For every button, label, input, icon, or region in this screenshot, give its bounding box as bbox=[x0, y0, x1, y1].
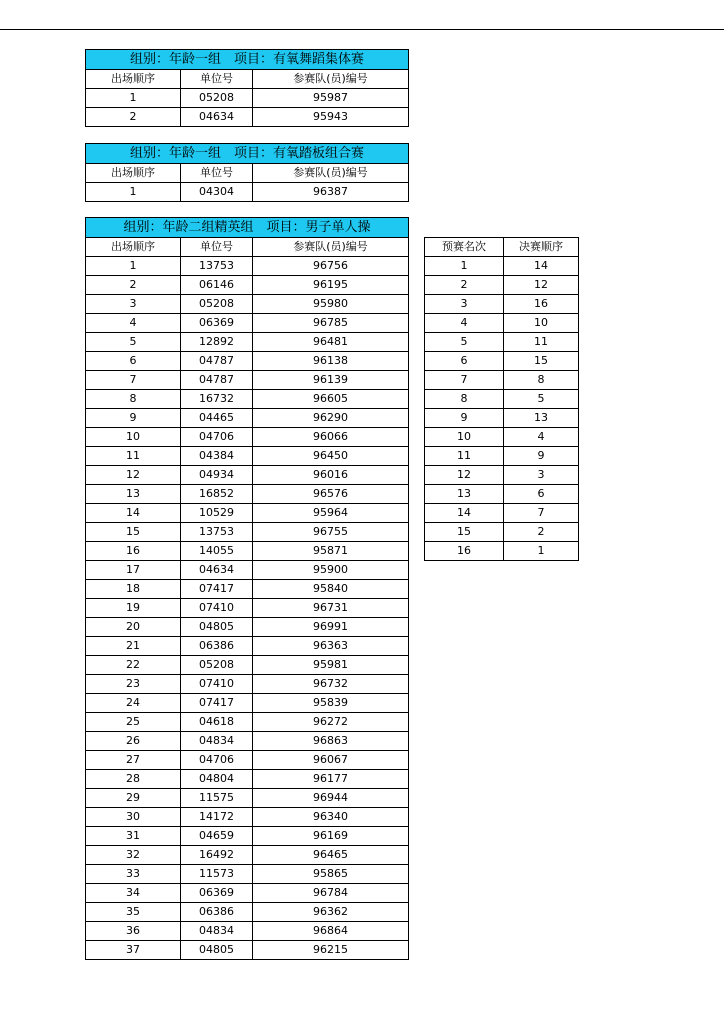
column-header-row bbox=[86, 70, 409, 89]
unit-cell: 05208 bbox=[181, 656, 253, 675]
table-row bbox=[425, 485, 579, 504]
entry-number-cell: 95981 bbox=[253, 656, 409, 675]
table-row bbox=[86, 770, 409, 789]
section-table-aerobic-dance bbox=[85, 49, 409, 127]
entry-number-cell: 95871 bbox=[253, 542, 409, 561]
table-row bbox=[86, 333, 409, 352]
entry-number-cell: 96576 bbox=[253, 485, 409, 504]
prelim-rank-cell: 10 bbox=[425, 428, 504, 447]
entry-number-cell: 96784 bbox=[253, 884, 409, 903]
table-row bbox=[86, 941, 409, 960]
unit-cell: 10529 bbox=[181, 504, 253, 523]
table-row bbox=[425, 447, 579, 466]
column-header: 出场顺序 bbox=[86, 164, 181, 183]
order-cell: 2 bbox=[86, 108, 181, 127]
section-header-row bbox=[86, 50, 409, 70]
prelim-rank-cell: 15 bbox=[425, 523, 504, 542]
unit-cell: 05208 bbox=[181, 89, 253, 108]
table-row bbox=[86, 903, 409, 922]
entry-number-cell: 96195 bbox=[253, 276, 409, 295]
final-order-cell: 15 bbox=[504, 352, 579, 371]
order-cell: 33 bbox=[86, 865, 181, 884]
page-top-rule bbox=[0, 29, 724, 30]
table-row bbox=[86, 637, 409, 656]
entry-number-cell: 96177 bbox=[253, 770, 409, 789]
table-row bbox=[86, 922, 409, 941]
prelim-rank-cell: 1 bbox=[425, 257, 504, 276]
unit-cell: 07417 bbox=[181, 694, 253, 713]
order-cell: 5 bbox=[86, 333, 181, 352]
order-cell: 9 bbox=[86, 409, 181, 428]
unit-cell: 07417 bbox=[181, 580, 253, 599]
order-cell: 14 bbox=[86, 504, 181, 523]
table-row bbox=[86, 808, 409, 827]
unit-cell: 04804 bbox=[181, 770, 253, 789]
order-cell: 34 bbox=[86, 884, 181, 903]
section-header-row bbox=[86, 218, 409, 238]
column-header-row bbox=[86, 238, 409, 257]
entry-number-cell: 96863 bbox=[253, 732, 409, 751]
prelim-rank-cell: 11 bbox=[425, 447, 504, 466]
entry-number-cell: 96362 bbox=[253, 903, 409, 922]
entry-number-cell: 96465 bbox=[253, 846, 409, 865]
unit-cell: 11575 bbox=[181, 789, 253, 808]
prelim-rank-cell: 5 bbox=[425, 333, 504, 352]
unit-cell: 04706 bbox=[181, 751, 253, 770]
order-cell: 22 bbox=[86, 656, 181, 675]
table-row bbox=[86, 827, 409, 846]
unit-cell: 07410 bbox=[181, 675, 253, 694]
column-header-row bbox=[425, 238, 579, 257]
unit-cell: 06369 bbox=[181, 884, 253, 903]
unit-cell: 14172 bbox=[181, 808, 253, 827]
unit-cell: 13753 bbox=[181, 523, 253, 542]
final-order-table bbox=[424, 237, 579, 561]
entry-number-cell: 96138 bbox=[253, 352, 409, 371]
column-header: 单位号 bbox=[181, 238, 253, 257]
unit-cell: 06386 bbox=[181, 637, 253, 656]
order-cell: 29 bbox=[86, 789, 181, 808]
order-cell: 19 bbox=[86, 599, 181, 618]
table-row bbox=[86, 466, 409, 485]
table-row bbox=[425, 542, 579, 561]
unit-cell: 04304 bbox=[181, 183, 253, 202]
order-cell: 31 bbox=[86, 827, 181, 846]
prelim-rank-cell: 4 bbox=[425, 314, 504, 333]
table-row bbox=[86, 89, 409, 108]
table-row bbox=[86, 846, 409, 865]
order-cell: 18 bbox=[86, 580, 181, 599]
table-row bbox=[425, 428, 579, 447]
final-order-cell: 11 bbox=[504, 333, 579, 352]
final-order-cell: 3 bbox=[504, 466, 579, 485]
entry-number-cell: 96067 bbox=[253, 751, 409, 770]
unit-cell: 04634 bbox=[181, 108, 253, 127]
order-cell: 37 bbox=[86, 941, 181, 960]
order-cell: 28 bbox=[86, 770, 181, 789]
order-cell: 10 bbox=[86, 428, 181, 447]
table-row bbox=[86, 314, 409, 333]
prelim-rank-cell: 7 bbox=[425, 371, 504, 390]
unit-cell: 04834 bbox=[181, 732, 253, 751]
unit-cell: 06369 bbox=[181, 314, 253, 333]
column-header: 决赛顺序 bbox=[504, 238, 579, 257]
entry-number-cell: 96756 bbox=[253, 257, 409, 276]
unit-cell: 04465 bbox=[181, 409, 253, 428]
final-order-cell: 7 bbox=[504, 504, 579, 523]
prelim-rank-cell: 9 bbox=[425, 409, 504, 428]
entry-number-cell: 96731 bbox=[253, 599, 409, 618]
unit-cell: 04934 bbox=[181, 466, 253, 485]
entry-number-cell: 95964 bbox=[253, 504, 409, 523]
section-header: 组别：年龄一组 项目：有氧踏板组合赛 bbox=[86, 144, 409, 164]
table-row bbox=[425, 352, 579, 371]
order-cell: 36 bbox=[86, 922, 181, 941]
entry-number-cell: 95865 bbox=[253, 865, 409, 884]
prelim-rank-cell: 12 bbox=[425, 466, 504, 485]
section-table-aerobic-step bbox=[85, 143, 409, 202]
column-header-row bbox=[86, 164, 409, 183]
entry-number-cell: 96215 bbox=[253, 941, 409, 960]
entry-number-cell: 95900 bbox=[253, 561, 409, 580]
entry-number-cell: 95980 bbox=[253, 295, 409, 314]
table-row bbox=[86, 108, 409, 127]
unit-cell: 04706 bbox=[181, 428, 253, 447]
prelim-rank-cell: 16 bbox=[425, 542, 504, 561]
order-cell: 12 bbox=[86, 466, 181, 485]
final-order-cell: 12 bbox=[504, 276, 579, 295]
order-cell: 17 bbox=[86, 561, 181, 580]
unit-cell: 04659 bbox=[181, 827, 253, 846]
table-row bbox=[86, 884, 409, 903]
entry-number-cell: 96340 bbox=[253, 808, 409, 827]
table-row bbox=[86, 371, 409, 390]
order-cell: 2 bbox=[86, 276, 181, 295]
final-order-cell: 4 bbox=[504, 428, 579, 447]
table-row bbox=[86, 732, 409, 751]
final-order-cell: 13 bbox=[504, 409, 579, 428]
prelim-rank-cell: 14 bbox=[425, 504, 504, 523]
order-cell: 1 bbox=[86, 257, 181, 276]
order-cell: 15 bbox=[86, 523, 181, 542]
table-row bbox=[86, 390, 409, 409]
table-row bbox=[86, 789, 409, 808]
unit-cell: 16732 bbox=[181, 390, 253, 409]
unit-cell: 13753 bbox=[181, 257, 253, 276]
table-row bbox=[425, 409, 579, 428]
order-cell: 35 bbox=[86, 903, 181, 922]
entry-number-cell: 96864 bbox=[253, 922, 409, 941]
entry-number-cell: 96450 bbox=[253, 447, 409, 466]
entry-number-cell: 96066 bbox=[253, 428, 409, 447]
unit-cell: 05208 bbox=[181, 295, 253, 314]
unit-cell: 04834 bbox=[181, 922, 253, 941]
table-row bbox=[86, 352, 409, 371]
column-header: 单位号 bbox=[181, 70, 253, 89]
entry-number-cell: 95987 bbox=[253, 89, 409, 108]
order-cell: 23 bbox=[86, 675, 181, 694]
order-cell: 26 bbox=[86, 732, 181, 751]
final-order-cell: 14 bbox=[504, 257, 579, 276]
entry-number-cell: 96272 bbox=[253, 713, 409, 732]
order-cell: 30 bbox=[86, 808, 181, 827]
entry-number-cell: 96290 bbox=[253, 409, 409, 428]
table-row bbox=[86, 485, 409, 504]
table-row bbox=[86, 504, 409, 523]
table-row bbox=[425, 466, 579, 485]
entry-number-cell: 96605 bbox=[253, 390, 409, 409]
column-header: 参赛队(员)编号 bbox=[253, 70, 409, 89]
order-cell: 25 bbox=[86, 713, 181, 732]
table-row bbox=[425, 333, 579, 352]
unit-cell: 04384 bbox=[181, 447, 253, 466]
table-row bbox=[86, 580, 409, 599]
table-row bbox=[425, 314, 579, 333]
column-header: 出场顺序 bbox=[86, 70, 181, 89]
entry-number-cell: 96785 bbox=[253, 314, 409, 333]
prelim-rank-cell: 6 bbox=[425, 352, 504, 371]
order-cell: 13 bbox=[86, 485, 181, 504]
section-header: 组别：年龄一组 项目：有氧舞蹈集体赛 bbox=[86, 50, 409, 70]
final-order-cell: 5 bbox=[504, 390, 579, 409]
entry-number-cell: 96363 bbox=[253, 637, 409, 656]
entry-number-cell: 95943 bbox=[253, 108, 409, 127]
unit-cell: 04634 bbox=[181, 561, 253, 580]
unit-cell: 04787 bbox=[181, 352, 253, 371]
order-cell: 20 bbox=[86, 618, 181, 637]
prelim-rank-cell: 2 bbox=[425, 276, 504, 295]
order-cell: 4 bbox=[86, 314, 181, 333]
final-order-cell: 10 bbox=[504, 314, 579, 333]
entry-number-cell: 96732 bbox=[253, 675, 409, 694]
table-row bbox=[86, 599, 409, 618]
entry-number-cell: 96139 bbox=[253, 371, 409, 390]
section-table-mens-individual bbox=[85, 217, 409, 960]
unit-cell: 06386 bbox=[181, 903, 253, 922]
table-row bbox=[86, 523, 409, 542]
entry-number-cell: 96944 bbox=[253, 789, 409, 808]
entry-number-cell: 96481 bbox=[253, 333, 409, 352]
column-header: 单位号 bbox=[181, 164, 253, 183]
entry-number-cell: 96016 bbox=[253, 466, 409, 485]
table-row bbox=[86, 618, 409, 637]
table-row bbox=[425, 371, 579, 390]
column-header: 预赛名次 bbox=[425, 238, 504, 257]
unit-cell: 11573 bbox=[181, 865, 253, 884]
final-order-cell: 2 bbox=[504, 523, 579, 542]
order-cell: 3 bbox=[86, 295, 181, 314]
unit-cell: 04618 bbox=[181, 713, 253, 732]
table-row bbox=[86, 409, 409, 428]
table-row bbox=[86, 447, 409, 466]
table-row bbox=[425, 257, 579, 276]
table-row bbox=[86, 865, 409, 884]
order-cell: 8 bbox=[86, 390, 181, 409]
final-order-cell: 8 bbox=[504, 371, 579, 390]
final-order-cell: 6 bbox=[504, 485, 579, 504]
order-cell: 7 bbox=[86, 371, 181, 390]
table-row bbox=[425, 523, 579, 542]
table-row bbox=[86, 656, 409, 675]
table-row bbox=[86, 561, 409, 580]
entry-number-cell: 96755 bbox=[253, 523, 409, 542]
order-cell: 32 bbox=[86, 846, 181, 865]
table-row bbox=[425, 504, 579, 523]
entry-number-cell: 96387 bbox=[253, 183, 409, 202]
table-row bbox=[425, 295, 579, 314]
order-cell: 16 bbox=[86, 542, 181, 561]
table-row bbox=[86, 542, 409, 561]
section-header-row bbox=[86, 144, 409, 164]
order-cell: 6 bbox=[86, 352, 181, 371]
table-row bbox=[86, 428, 409, 447]
table-row bbox=[86, 713, 409, 732]
unit-cell: 16852 bbox=[181, 485, 253, 504]
table-row bbox=[86, 295, 409, 314]
table-row bbox=[86, 183, 409, 202]
unit-cell: 12892 bbox=[181, 333, 253, 352]
prelim-rank-cell: 3 bbox=[425, 295, 504, 314]
order-cell: 11 bbox=[86, 447, 181, 466]
prelim-rank-cell: 8 bbox=[425, 390, 504, 409]
table-row bbox=[86, 675, 409, 694]
final-order-cell: 16 bbox=[504, 295, 579, 314]
unit-cell: 07410 bbox=[181, 599, 253, 618]
prelim-rank-cell: 13 bbox=[425, 485, 504, 504]
section-header: 组别：年龄二组精英组 项目：男子单人操 bbox=[86, 218, 409, 238]
unit-cell: 04805 bbox=[181, 941, 253, 960]
unit-cell: 14055 bbox=[181, 542, 253, 561]
table-row bbox=[86, 694, 409, 713]
column-header: 出场顺序 bbox=[86, 238, 181, 257]
column-header: 参赛队(员)编号 bbox=[253, 238, 409, 257]
final-order-cell: 9 bbox=[504, 447, 579, 466]
order-cell: 21 bbox=[86, 637, 181, 656]
entry-number-cell: 95839 bbox=[253, 694, 409, 713]
order-cell: 1 bbox=[86, 183, 181, 202]
unit-cell: 16492 bbox=[181, 846, 253, 865]
unit-cell: 06146 bbox=[181, 276, 253, 295]
order-cell: 1 bbox=[86, 89, 181, 108]
table-row bbox=[86, 257, 409, 276]
unit-cell: 04805 bbox=[181, 618, 253, 637]
order-cell: 24 bbox=[86, 694, 181, 713]
entry-number-cell: 95840 bbox=[253, 580, 409, 599]
unit-cell: 04787 bbox=[181, 371, 253, 390]
table-row bbox=[86, 751, 409, 770]
table-row bbox=[425, 390, 579, 409]
final-order-cell: 1 bbox=[504, 542, 579, 561]
entry-number-cell: 96991 bbox=[253, 618, 409, 637]
entry-number-cell: 96169 bbox=[253, 827, 409, 846]
column-header: 参赛队(员)编号 bbox=[253, 164, 409, 183]
table-row bbox=[86, 276, 409, 295]
table-row bbox=[425, 276, 579, 295]
order-cell: 27 bbox=[86, 751, 181, 770]
